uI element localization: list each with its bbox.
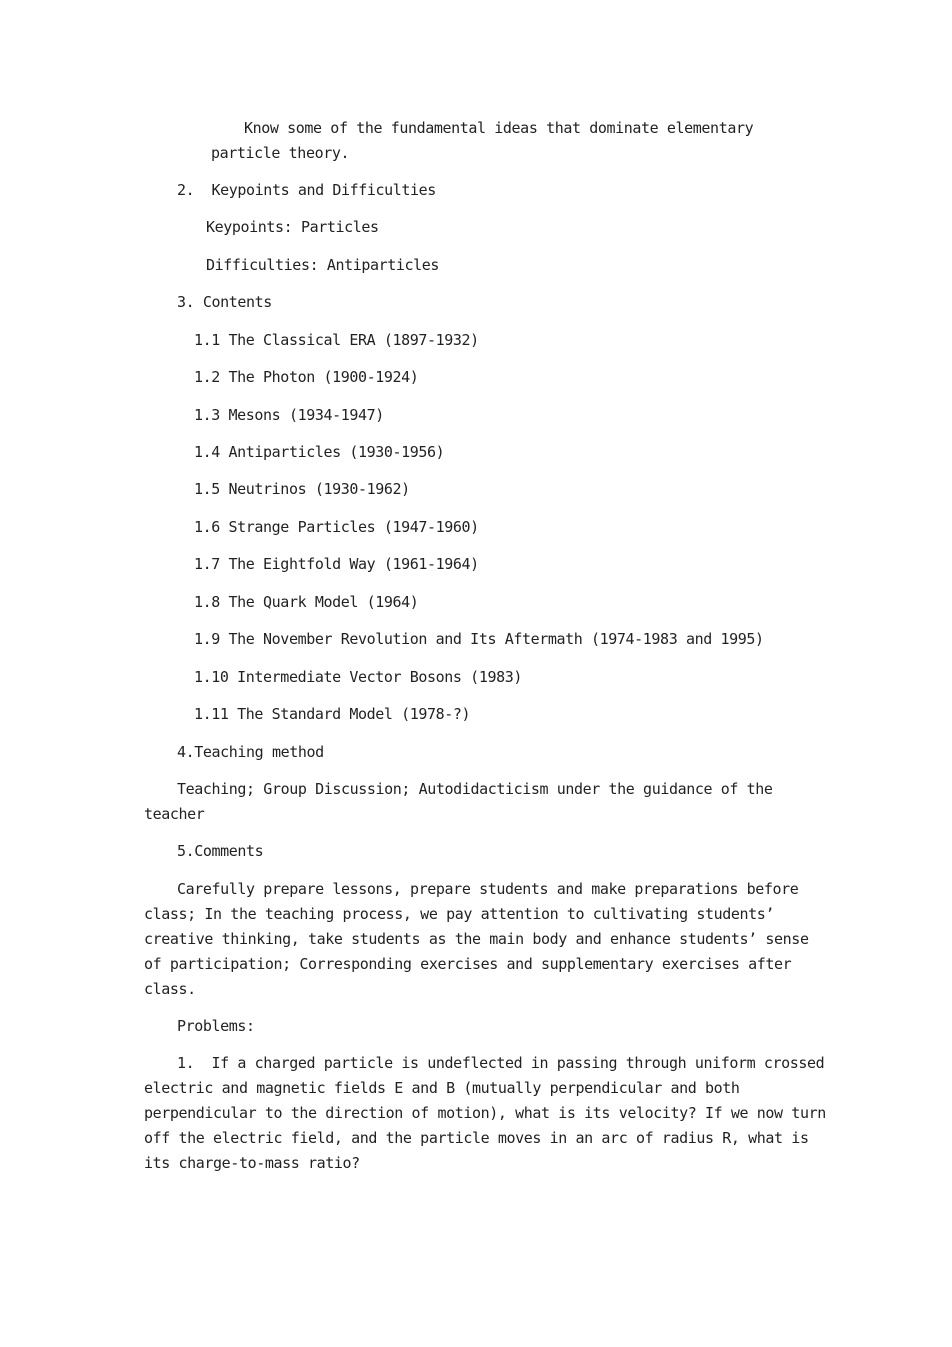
contents-item: 1.11 The Standard Model (1978-?) [194, 705, 471, 723]
contents-item: 1.6 Strange Particles (1947-1960) [194, 518, 479, 536]
comments-line: of participation; Corresponding exercises and supplementary exercises after [144, 955, 792, 973]
teaching-line-1: Teaching; Group Discussion; Autodidacticism under the guidance of the [177, 780, 773, 798]
teaching-line-2: teacher [144, 805, 205, 823]
contents-item: 1.5 Neutrinos (1930-1962) [194, 480, 410, 498]
contents-heading: 3. Contents [177, 293, 272, 311]
comments-line: creative thinking, take students as the main body and enhance students’ sense [144, 930, 809, 948]
contents-item: 1.3 Mesons (1934-1947) [194, 406, 384, 424]
problem-line: its charge-to-mass ratio? [144, 1154, 360, 1172]
contents-item: 1.10 Intermediate Vector Bosons (1983) [194, 668, 522, 686]
keypoints-text: Keypoints: Particles [206, 218, 379, 236]
difficulties-text: Difficulties: Antiparticles [206, 256, 440, 274]
problem-line: off the electric field, and the particle moves in an arc of radius R, what is [144, 1129, 809, 1147]
problem-line: 1. If a charged particle is undeflected in passing through uniform crossed [177, 1054, 825, 1072]
contents-item: 1.4 Antiparticles (1930-1956) [194, 443, 445, 461]
objective-line-1: Know some of the fundamental ideas that dominate elementary [244, 119, 754, 137]
problem-line: perpendicular to the direction of motion), what is its velocity? If we now turn [144, 1104, 826, 1122]
contents-item: 1.1 The Classical ERA (1897-1932) [194, 331, 479, 349]
comments-line: Carefully prepare lessons, prepare students and make preparations before [177, 880, 799, 898]
contents-item: 1.9 The November Revolution and Its Aftermath (1974-1983 and 1995) [194, 630, 764, 648]
comments-line: class. [144, 980, 196, 998]
keypoints-heading: 2. Keypoints and Difficulties [177, 181, 436, 199]
contents-item: 1.8 The Quark Model (1964) [194, 593, 419, 611]
contents-item: 1.2 The Photon (1900-1924) [194, 368, 419, 386]
problem-line: electric and magnetic fields E and B (mutually perpendicular and both [144, 1079, 740, 1097]
comments-heading: 5.Comments [177, 842, 264, 860]
contents-item: 1.7 The Eightfold Way (1961-1964) [194, 555, 479, 573]
problems-heading: Problems: [177, 1017, 255, 1035]
objective-line-2: particle theory. [211, 144, 350, 162]
teaching-heading: 4.Teaching method [177, 743, 324, 761]
comments-line: class; In the teaching process, we pay attention to cultivating students’ [144, 905, 775, 923]
